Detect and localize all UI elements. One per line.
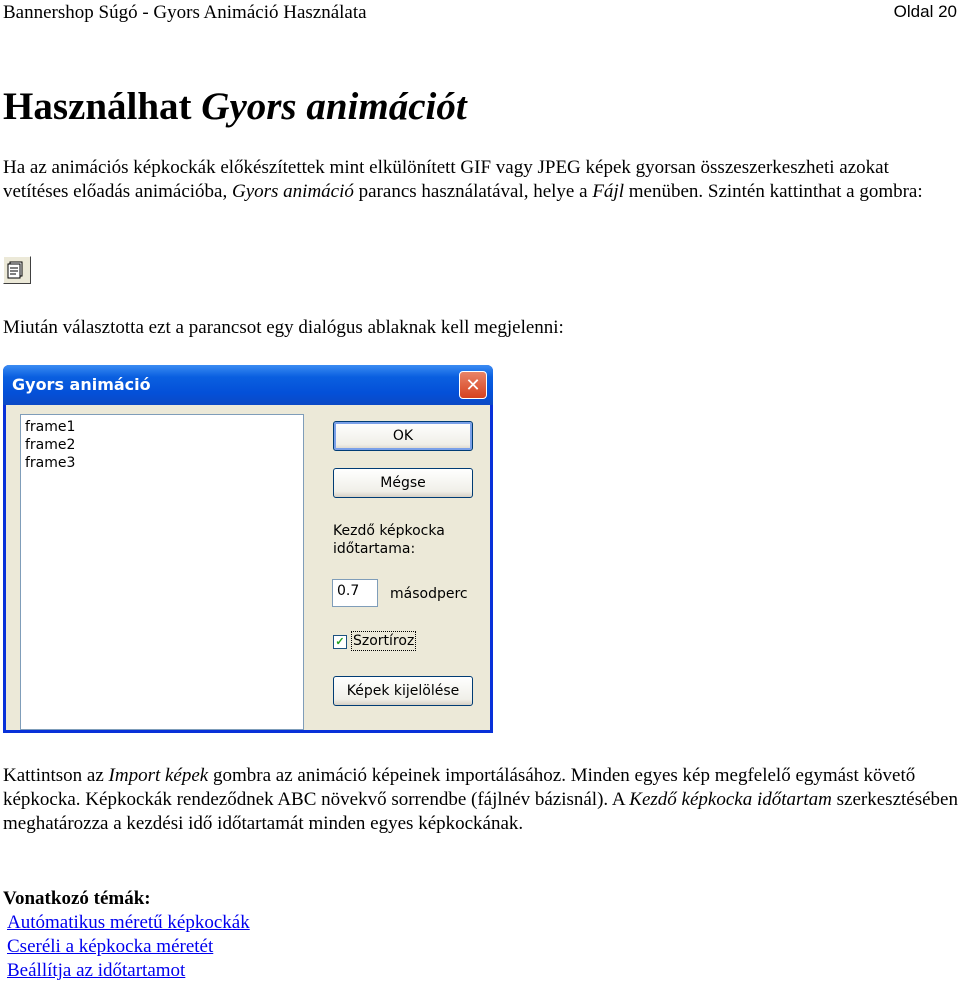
dialog-titlebar[interactable] xyxy=(3,365,493,405)
sort-checkbox[interactable]: ✓ xyxy=(333,635,347,649)
related-link-auto-size[interactable]: Autómatikus méretű képkockák xyxy=(7,912,250,933)
list-item[interactable]: frame3 xyxy=(25,455,76,471)
list-item[interactable]: frame2 xyxy=(25,437,76,453)
heading-italic: Gyors animációt xyxy=(201,85,467,128)
related-link-resize[interactable]: Cseréli a képkocka méretét xyxy=(7,936,214,957)
close-icon: ✕ xyxy=(465,374,481,396)
document-header-title: Bannershop Súgó - Gyors Animáció Használata xyxy=(3,2,367,23)
close-button[interactable] xyxy=(459,371,487,399)
after-command-text: Miután választotta ezt a parancsot egy dialógus ablaknak kell megjelenni: xyxy=(3,317,564,338)
description-paragraph: Kattintson az Import képek gombra az animáció képeinek importálásához. Minden egyes kép megfelelő egymást követő képkocka. Képkockák rendeződnek ABC növekvő sorrendbe (fájlnév bázisnál). A Kezdő képkocka időtartam szerkesztésében meghatározza a kezdési idő időtartamát minden egyes képkockának. xyxy=(3,765,958,834)
select-images-button[interactable]: Képek kijelölése xyxy=(333,676,473,706)
quick-animation-button[interactable] xyxy=(3,256,31,284)
cancel-button[interactable]: Mégse xyxy=(333,468,473,498)
duration-input[interactable]: 0.7 xyxy=(332,579,378,607)
quick-animation-icon xyxy=(7,261,27,279)
ok-button[interactable]: OK xyxy=(333,421,473,451)
seconds-label: másodperc xyxy=(390,586,468,602)
intro-paragraph: Ha az animációs képkockák előkészítettek mint elkülönített GIF vagy JPEG képek gyorsan összeszerkeszheti azokat vetítéses előadás animációba, Gyors animáció parancs használatával, helye a Fájl menüben. Szintén kattinthat a gombra: xyxy=(3,157,923,202)
list-item[interactable]: frame1 xyxy=(25,419,76,435)
page-heading: Használhat Gyors animációt xyxy=(3,85,467,128)
related-link-duration[interactable]: Beállítja az időtartamot xyxy=(7,960,186,981)
dialog-title: Gyors animáció xyxy=(12,375,151,394)
sort-label[interactable]: Szortíroz xyxy=(353,633,415,649)
quick-animation-dialog xyxy=(3,365,493,733)
frames-listbox[interactable] xyxy=(20,414,304,730)
related-topics-heading: Vonatkozó témák: xyxy=(3,888,151,909)
duration-label: Kezdő képkocka időtartama: xyxy=(333,523,445,557)
page-number: Oldal 20 xyxy=(893,2,957,21)
